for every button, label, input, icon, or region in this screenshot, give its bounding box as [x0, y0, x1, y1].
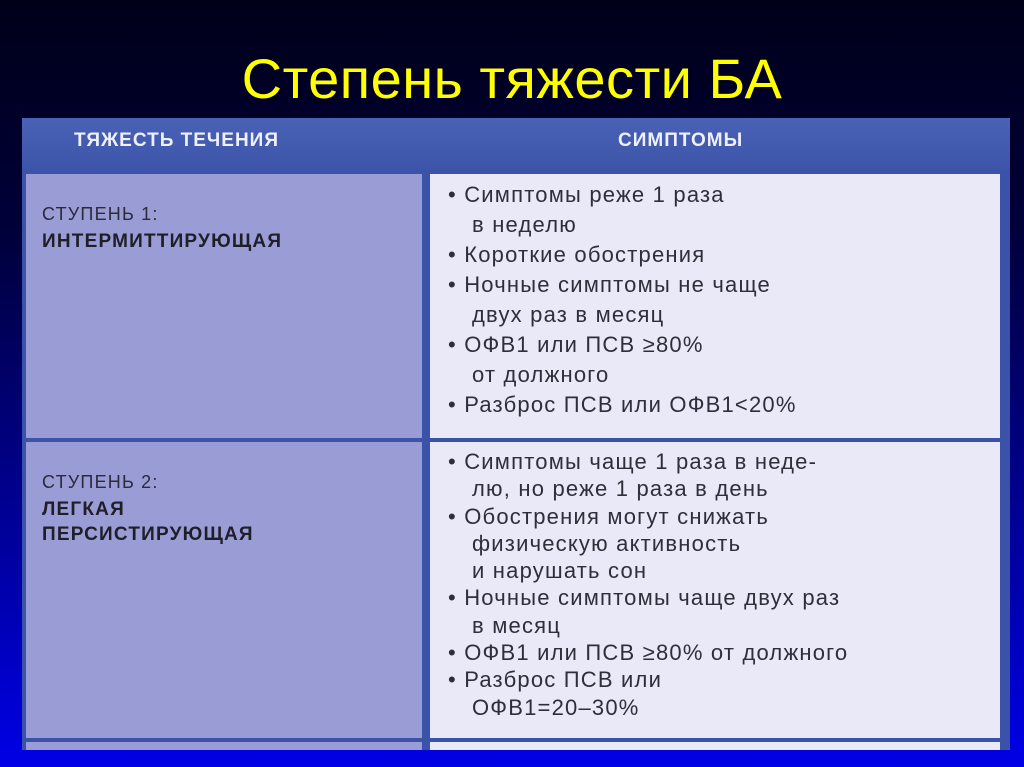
severity-table	[22, 118, 1010, 750]
symptom-line: • Разброс ПСВ или ОФВ1<20%	[448, 392, 797, 417]
row-1-symptom-list	[448, 180, 990, 420]
symptom-line: • Короткие обострения	[448, 242, 706, 267]
row-2-step-label: СТУПЕНЬ 2:	[42, 472, 159, 492]
symptom-line: в месяц	[472, 612, 562, 638]
row-1-symptoms-cell	[430, 174, 1000, 438]
symptom-line: лю, но реже 1 раза в день	[472, 476, 769, 502]
symptom-line: • ОФВ1 или ПСВ ≥80%	[448, 332, 704, 357]
row-2-step-name-line-1: ЛЕГКАЯ	[42, 499, 125, 520]
symptom-line: от должного	[472, 362, 610, 387]
symptom-line: физическую активность	[472, 530, 742, 556]
symptom-line: и нарушать сон	[472, 558, 648, 584]
symptom-line: • Разброс ПСВ или	[448, 667, 663, 693]
symptom-line: ОФВ1=20–30%	[472, 694, 640, 720]
symptom-line: • Обострения могут снижать	[448, 503, 769, 529]
row-1-step-name: ИНТЕРМИТТИРУЮЩАЯ	[42, 231, 283, 252]
row-2-symptoms-cell	[430, 442, 1000, 738]
row-2-step-name-line-2: ПЕРСИСТИРУЮЩАЯ	[42, 524, 254, 545]
table-header-row	[22, 118, 1010, 170]
row-3-severity-cell	[26, 742, 422, 750]
symptom-line: • ОФВ1 или ПСВ ≥80% от должного	[448, 640, 849, 666]
header-symptoms: СИМПТОМЫ	[618, 130, 744, 151]
symptom-line: • Симптомы реже 1 раза	[448, 182, 725, 207]
symptom-line: • Ночные симптомы чаще двух раз	[448, 585, 841, 611]
symptom-line: • Ночные симптомы не чаще	[448, 272, 771, 297]
slide-title: Степень тяжести БА	[241, 47, 783, 110]
symptom-line: • Симптомы чаще 1 раза в неде-	[448, 449, 818, 474]
row-2-symptom-list	[448, 448, 990, 721]
row-3-symptoms-cell	[430, 742, 1000, 750]
row-1-step-label: СТУПЕНЬ 1:	[42, 204, 159, 224]
symptom-line: двух раз в месяц	[472, 302, 665, 327]
row-1-severity-cell	[26, 174, 422, 438]
symptom-line: в неделю	[472, 212, 577, 237]
header-severity: ТЯЖЕСТЬ ТЕЧЕНИЯ	[74, 130, 279, 151]
row-2-severity-cell	[26, 442, 422, 738]
